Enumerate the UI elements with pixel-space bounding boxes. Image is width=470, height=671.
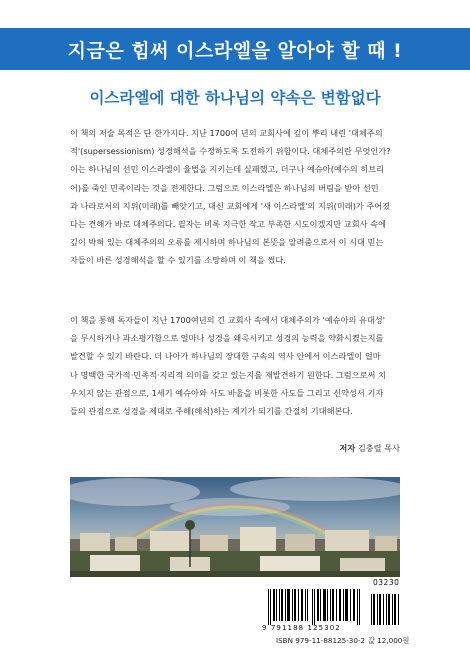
purpose-paragraph: 이 책을 통해 독자들이 지난 1700여년의 긴 교회사 속에서 대체주의가 '예슈아의 유대성' 을 무시하거나 과소평가함으로 얼마나 성경을 왜곡시키고 성경의 능력을 약화시켰는지를 발견할 수 있기 바란다. 더 나아가 하나님의 장대한 구속의 역사 안에서 이스라엘이 얼마 나 명백한 국가적·민족적·지리적 의미를 갖고 있는지를 재발견하기 원한다. 그럼으로써 치 우치지 않는 관점으로, 1세기 예슈아와 사도 바울을 비롯한 사도들 그리고 신약성서 기자 들의 관점으로 성경을 제대로 주해(해석)하는 계기가 되기를 간절히 기대해본다. [70, 315, 386, 417]
isbn-barcode [268, 589, 362, 625]
add-on-code: 03230 [373, 578, 400, 587]
barcode-digits: 9 791188 125302 [262, 624, 341, 632]
rainbow-cityscape-photo [70, 477, 400, 577]
banner-title: 지금은 힘써 이스라엘을 알아야 할 때 ! [67, 39, 403, 62]
price-label: 값 12,000원 [368, 636, 410, 645]
addon-barcode [371, 589, 400, 625]
title-banner [0, 28, 470, 70]
intro-paragraph: 이 책의 저술 목적은 단 한가지다. 지난 1700여 년의 교회사에 깊이 뿌리 내린 '대체주의 적'(supersessionism) 성경해석을 수정하도록 도전하기 위함이다. 대체주의란 무엇인가? 이는 하나님의 선민 이스라엘이 율법을 지키는데 실패했고, 더구나 예슈아(예수의 히브리 어)를 죽인 민족이라는 것을 전제한다. 그럼으로 이스라엘은 하나님의 버림을 받아 선민 과 나라로서의 지위(미래)를 빼앗기고, 대신 교회에게 '새 이스라엘'의 지위(미래)가 주어졌 다는 견해가 바로 대체주의다. 필자는 비록 지극한 작고 부족한 시도이겠지만 교회사 속에 깊이 박혀 있는 대체주의의 오류를 제시하며 하나님의 본뜻을 알려줌으로서 이 시대 믿는 자들이 바른 성경해석을 할 수 있기를 소망하며 이 책을 썼다. [70, 128, 391, 266]
author-name: 김충렬 목사 [357, 443, 400, 453]
author-credit [339, 443, 400, 454]
isbn-number: ISBN 979-11-88125-30-2 [276, 636, 366, 645]
subtitle: 이스라엘에 대한 하나님의 약속은 변함없다 [89, 89, 381, 107]
author-label: 저자 [339, 443, 356, 453]
